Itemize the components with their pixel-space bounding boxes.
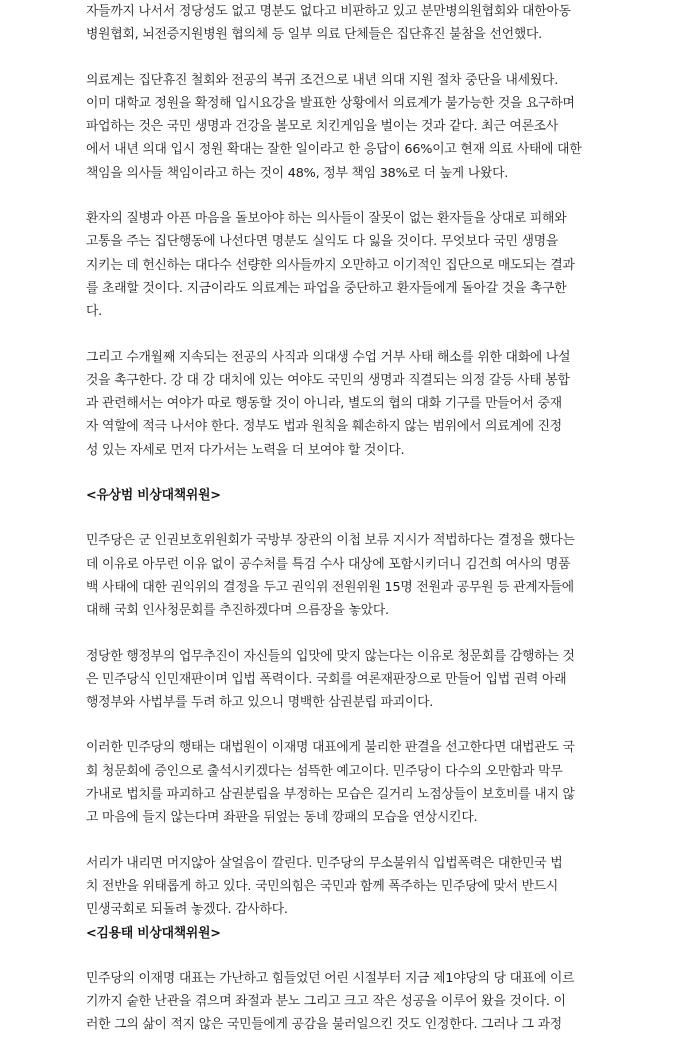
text-line: 러한 그의 삶이 적지 않은 국민들에게 공감을 불러일으킨 것도 인정한다. 그러나 그 과정 — [86, 1017, 562, 1033]
text-line: 가내로 법치를 파괴하고 삼권분립을 부정하는 모습은 길거리 노점상들이 보호비를 내지 않 — [86, 787, 575, 803]
text-line: 이러한 민주당의 행태는 대법원이 이재명 대표에게 불리한 판결을 선고한다면 대법관도 국 — [86, 740, 575, 756]
text-line: 환자의 질병과 아픈 마음을 돌보아야 하는 의사들이 잘못이 없는 환자들을 상대로 피해와 — [86, 211, 567, 227]
text-line: 다. — [86, 304, 103, 320]
paragraph — [86, 529, 616, 622]
text-line: 대해 국회 인사청문회를 추진하겠다며 으름장을 놓았다. — [86, 603, 389, 619]
text-line: 치 전반을 위태롭게 하고 있다. 국민의힘은 국민과 함께 폭주하는 민주당에 맞서 반드시 — [86, 878, 559, 894]
paragraph — [86, 69, 616, 185]
text-line: 회 청문회에 증인으로 출석시키겠다는 섬뜩한 예고이다. 민주당이 다수의 오만함과 막무 — [86, 763, 563, 779]
text-line: 고통을 주는 집단행동에 나선다면 명분도 실익도 다 잃을 것이다. 무엇보다 국민 생명을 — [86, 234, 559, 250]
paragraph — [86, 346, 616, 462]
text-line: 책임을 의사들 책임이라고 하는 것이 48%, 정부 책임 38%로 더 높게 나왔다. — [86, 165, 509, 181]
paragraph-gap — [86, 830, 616, 852]
paragraph — [86, 645, 616, 715]
text-line: 행정부와 사법부를 두려 하고 있으니 명백한 삼권분립 파괴이다. — [86, 695, 434, 711]
text-line: 를 초래할 것이다. 지금이라도 의료계는 파업을 중단하고 환자들에게 돌아갈 것을 촉구한 — [86, 280, 567, 296]
paragraph — [86, 0, 616, 47]
text-line: 기까지 숱한 난관을 겪으며 좌절과 분노 그리고 크고 작은 성공을 이루어 왔을 것이다. 이 — [86, 994, 566, 1010]
paragraph-gap — [86, 714, 616, 736]
paragraph — [86, 736, 616, 829]
text-line: 파업하는 것은 국민 생명과 건강을 볼모로 치킨게임을 벌이는 것과 같다. 최근 여론조사 — [86, 119, 559, 135]
text-line: 에서 내년 의대 입시 정원 확대는 잘한 일이라고 한 응답이 66%이고 현재 의료 사태에 대한 — [86, 142, 582, 158]
text-line: 성 있는 자세로 먼저 다가서는 노력을 더 보여야 할 것이다. — [86, 442, 405, 458]
text-line: 민주당은 군 인권보호위원회가 국방부 장관의 이첩 보류 지시가 적법하다는 결정을 했다는 — [86, 533, 575, 549]
paragraph-gap — [86, 623, 616, 645]
text-line: 과 관련해서는 여야가 따로 행동할 것이 아니라, 별도의 협의 대화 기구를 만들어서 중재 — [86, 396, 562, 412]
text-line: 지키는 데 헌신하는 대다수 선량한 의사들까지 오만하고 이기적인 집단으로 매도되는 결과 — [86, 257, 575, 273]
text-line: 자 역할에 적극 나서야 한다. 정부도 법과 원칙을 훼손하지 않는 범위에서 의료계에 진정 — [86, 419, 562, 435]
text-line: 서리가 내리면 머지않아 살얼음이 깔린다. 민주당의 무소불위식 입법폭력은 대한민국 법 — [86, 855, 563, 871]
text-line: 은 민주당식 인민재판이며 입법 폭력이다. 국회를 여론재판장으로 만들어 입법 권력 아래 — [86, 671, 567, 687]
paragraph-gap — [86, 507, 616, 529]
text-line: 것을 촉구한다. 강 대 강 대치에 있는 여야도 국민의 생명과 직결되는 의정 갈등 사태 봉합 — [86, 372, 570, 388]
text-line: 자들까지 나서서 정당성도 없고 명분도 없다고 비판하고 있고 분만병의원협회와 대한아동 — [86, 4, 571, 19]
text-line: 이미 대학교 정원을 확정해 입시요강을 발표한 상황에서 의료계가 불가능한 것을 요구하며 — [86, 95, 575, 111]
paragraph — [86, 967, 616, 1037]
text-line: 정당한 행정부의 업무추진이 자신들의 입맛에 맞지 않는다는 이유로 청문회를 감행하는 것 — [86, 648, 575, 664]
paragraph-gap — [86, 47, 616, 69]
paragraph-gap — [86, 462, 616, 484]
speaker-heading: <유상범 비상대책위원> — [86, 488, 221, 504]
text-line: 고 마음에 들지 않는다며 좌판을 뒤엎는 동네 깡패의 모습을 연상시킨다. — [86, 810, 478, 826]
paragraph-gap — [86, 324, 616, 346]
speaker-heading: <김용태 비상대책위원> — [86, 925, 221, 941]
paragraph-gap — [86, 945, 616, 967]
text-line: 민주당의 이재명 대표는 가난하고 힘들었던 어린 시절부터 지금 제1야당의 당 대표에 이르 — [86, 970, 575, 986]
text-line: 그리고 수개월째 지속되는 전공의 사직과 의대생 수업 거부 사태 해소를 위한 대화에 나설 — [86, 349, 571, 365]
text-line: 백 사태에 대한 권익위의 결정을 두고 권익위 전원위원 15명 전원과 공무원 등 관계자들에 — [86, 579, 574, 595]
text-line: 병원협회, 뇌전증지원병원 협의체 등 일부 의료 단체들은 집단휴진 불참을 선언했다. — [86, 27, 543, 43]
text-line: 의료계는 집단휴진 철회와 전공의 복귀 조건으로 내년 의대 지원 절차 중단을 내세웠다. — [86, 72, 559, 88]
paragraph — [86, 207, 616, 323]
document-body — [86, 0, 616, 1037]
paragraph — [86, 852, 616, 922]
paragraph-gap — [86, 185, 616, 207]
text-line: 민생국회로 되돌려 놓겠다. 감사하다. — [86, 902, 288, 918]
text-line: 데 이유로 아무런 이유 없이 공수처를 특검 수사 대상에 포함시키더니 김건희 여사의 명품 — [86, 556, 571, 572]
